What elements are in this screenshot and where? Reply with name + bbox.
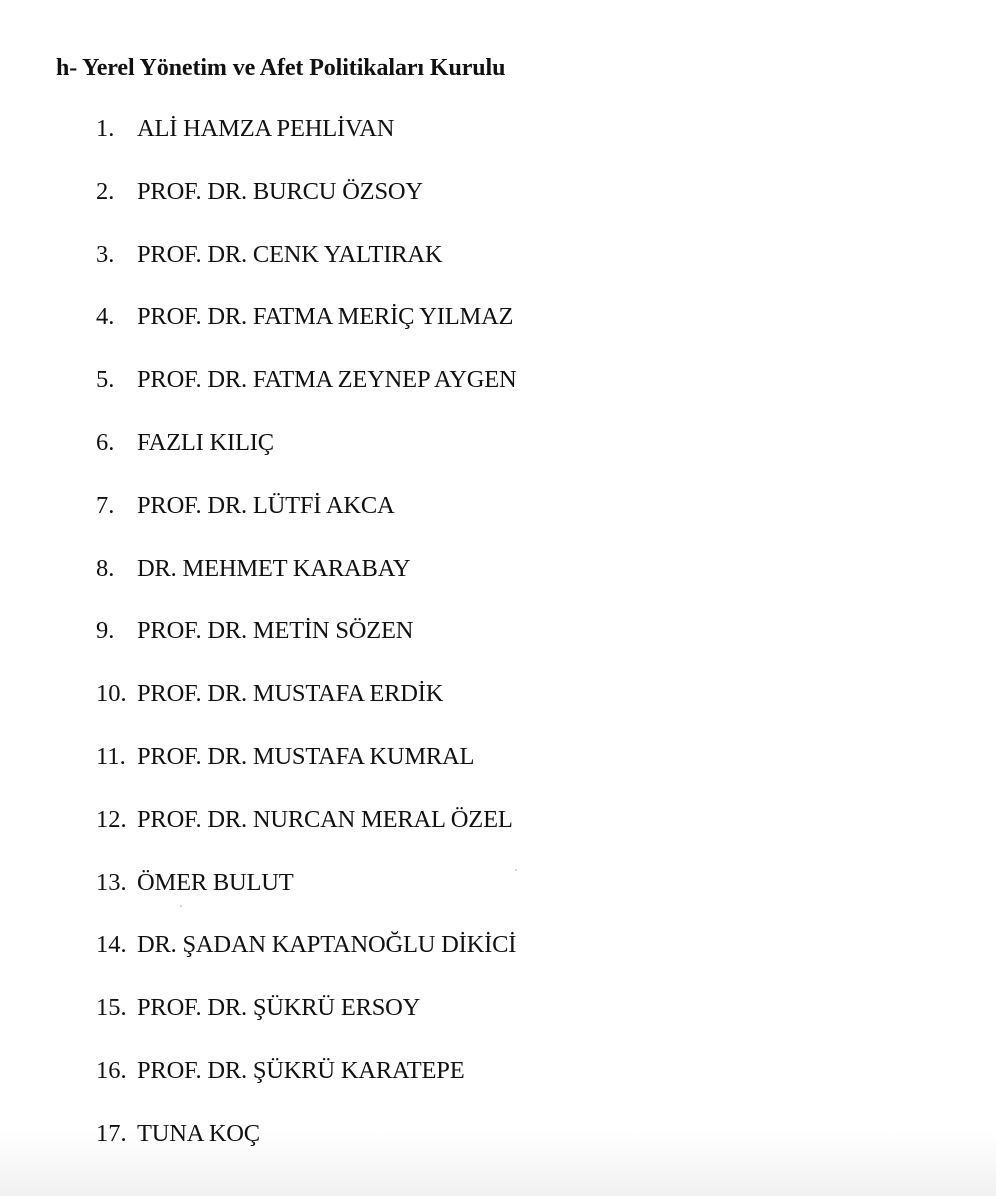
list-item-number: 11. [96, 742, 126, 770]
member-name: PROF. DR. FATMA MERİÇ YILMAZ [137, 303, 514, 331]
scan-speck [515, 869, 517, 871]
list-item-number: 7. [96, 491, 115, 519]
list-item-number: 10. [96, 680, 127, 708]
list-item [96, 427, 976, 490]
member-name: PROF. DR. CENK YALTIRAK [137, 240, 443, 268]
list-item [96, 553, 976, 616]
list-item [96, 239, 976, 302]
member-name: TUNA KOÇ [137, 1119, 260, 1147]
list-item [96, 678, 976, 741]
list-item-number: 2. [96, 177, 115, 205]
member-name: PROF. DR. NURCAN MERAL ÖZEL [137, 805, 513, 833]
member-list [96, 113, 976, 1181]
member-name: PROF. DR. MUSTAFA ERDİK [137, 680, 444, 708]
list-item [96, 1118, 976, 1181]
member-name: PROF. DR. LÜTFİ AKCA [137, 491, 395, 519]
list-item [96, 804, 976, 867]
list-item [96, 1055, 976, 1118]
list-item [96, 364, 976, 427]
scan-speck [180, 905, 182, 907]
list-item-number: 14. [96, 931, 127, 959]
list-item-number: 6. [96, 428, 115, 456]
list-item-number: 5. [96, 366, 115, 394]
list-item-number: 15. [96, 994, 127, 1022]
list-item-number: 9. [96, 617, 115, 645]
member-name: PROF. DR. ŞÜKRÜ ERSOY [137, 994, 421, 1022]
list-item-number: 8. [96, 554, 115, 582]
member-name: FAZLI KILIÇ [137, 428, 274, 456]
list-item [96, 741, 976, 804]
member-name: PROF. DR. ŞÜKRÜ KARATEPE [137, 1056, 465, 1084]
list-item [96, 176, 976, 239]
list-item-number: 16. [96, 1056, 127, 1084]
member-name: PROF. DR. FATMA ZEYNEP AYGEN [137, 366, 517, 394]
list-item-number: 3. [96, 240, 115, 268]
list-item [96, 490, 976, 553]
member-name: DR. MEHMET KARABAY [137, 554, 411, 582]
list-item-number: 1. [96, 115, 115, 142]
member-name: PROF. DR. BURCU ÖZSOY [137, 177, 423, 205]
member-name: ÖMER BULUT [137, 868, 294, 896]
list-item-number: 17. [96, 1119, 127, 1147]
list-item [96, 929, 976, 992]
list-item-number: 4. [96, 303, 115, 331]
list-item-number: 12. [96, 805, 127, 833]
member-name: ALİ HAMZA PEHLİVAN [137, 115, 395, 142]
section-heading: h- Yerel Yönetim ve Afet Politikaları Kurulu [56, 55, 506, 81]
list-item-number: 13. [96, 868, 127, 896]
member-name: PROF. DR. METİN SÖZEN [137, 617, 414, 645]
list-item [96, 992, 976, 1055]
member-name: DR. ŞADAN KAPTANOĞLU DİKİCİ [137, 931, 517, 959]
list-item [96, 113, 976, 176]
list-item [96, 615, 976, 678]
member-name: PROF. DR. MUSTAFA KUMRAL [137, 742, 475, 770]
list-item [96, 301, 976, 364]
list-item [96, 867, 976, 930]
